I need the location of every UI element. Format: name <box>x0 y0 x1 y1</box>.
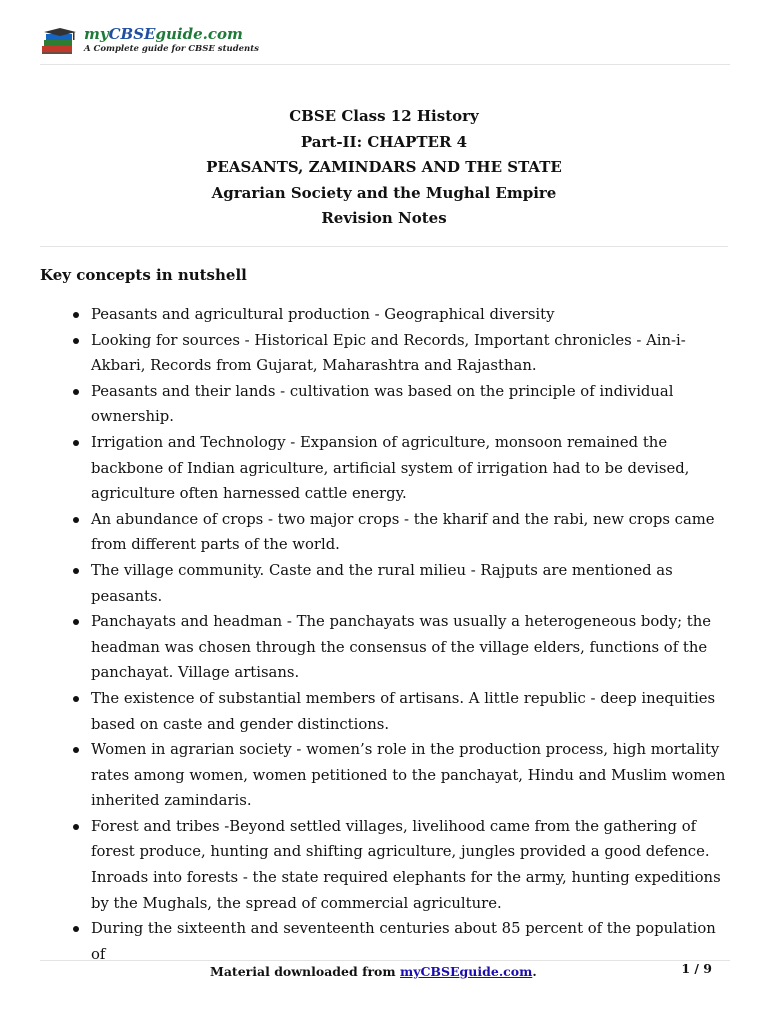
title-line-topic: PEASANTS, ZAMINDARS AND THE STATE <box>206 158 562 176</box>
list-item: The existence of substantial members of artisans. A little republic - deep inequities based on caste and gender distinctions. <box>40 686 730 737</box>
section-heading: Key concepts in nutshell <box>40 266 247 284</box>
list-item: An abundance of crops - two major crops - the kharif and the rabi, new crops came from different parts of the world. <box>40 507 730 558</box>
list-item: Panchayats and headman - The panchayats was usually a heterogeneous body; the headman was chosen through the consensus of the village elders, functions of the panchayat. Village artisans. <box>40 609 730 686</box>
brand-logo-text: myCBSEguide.com <box>84 25 243 43</box>
page-header <box>40 24 730 65</box>
title-line-type: Revision Notes <box>321 209 447 227</box>
title-line-chapter: Part-II: CHAPTER 4 <box>300 132 468 151</box>
books-logo-icon <box>40 26 80 56</box>
list-item: Forest and tribes -Beyond settled villages, livelihood came from the gathering of forest produce, hunting and shifting agriculture, jungles provided a good defence. Inroads into forests - the state required elephants for the army, hunting expeditions by the Mughals, the spread of commercial agriculture. <box>40 814 730 916</box>
list-item: Peasants and their lands - cultivation was based on the principle of individual ownership. <box>40 379 730 430</box>
list-item: Irrigation and Technology - Expansion of agriculture, monsoon remained the backbone of Indian agriculture, artificial system of irrigation had to be devised, agriculture often harnessed cattle energy. <box>40 430 730 507</box>
footer-suffix: . <box>532 964 537 979</box>
list-item: Peasants and agricultural production - Geographical diversity <box>40 302 730 328</box>
document-title-block <box>40 104 728 247</box>
list-item: Women in agrarian society - women’s role in the production process, high mortality rates among women, women petitioned to the panchayat, Hindu and Muslim women inherited zamindaris. <box>40 737 730 814</box>
brand-tagline: A Complete guide for CBSE students <box>84 44 259 54</box>
key-concepts-list <box>40 302 730 967</box>
page-footer <box>40 960 730 979</box>
title-line-subtopic: Agrarian Society and the Mughal Empire <box>211 183 557 202</box>
footer-prefix: Material downloaded from <box>210 964 400 979</box>
list-item: During the sixteenth and seventeenth centuries about 85 percent of the population of <box>40 916 730 967</box>
list-item: The village community. Caste and the rural milieu - Rajputs are mentioned as peasants. <box>40 558 730 609</box>
title-line-course: CBSE Class 12 History <box>289 107 479 125</box>
footer-attribution <box>210 964 537 979</box>
list-item: Looking for sources - Historical Epic and Records, Important chronicles - Ain-i-Akbari, Records from Gujarat, Maharashtra and Rajasthan. <box>40 328 730 379</box>
page-number: 1 / 9 <box>681 961 712 976</box>
mycbseguide-link[interactable]: myCBSEguide.com <box>399 964 533 979</box>
